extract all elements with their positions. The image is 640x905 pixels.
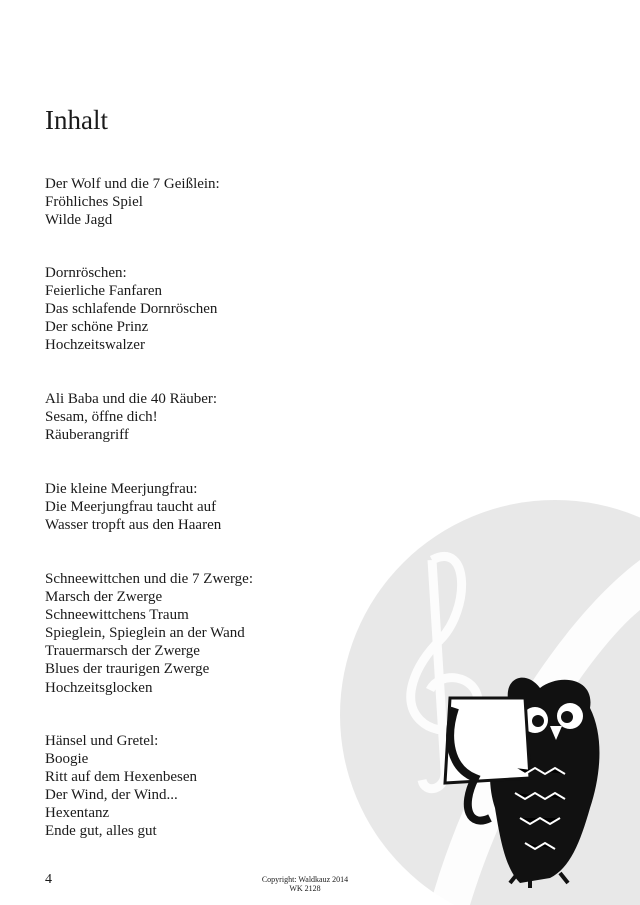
toc-item: Räuberangriff [45, 427, 129, 444]
toc-item: Hochzeitsglocken [45, 679, 153, 696]
toc-item: Blues der traurigen Zwerge [45, 661, 210, 678]
toc-item: Wasser tropft aus den Haaren [45, 517, 222, 534]
section-heading: Dornröschen: [45, 265, 127, 281]
section-heading: Der Wolf und die 7 Geißlein: [45, 176, 220, 192]
toc-item: Die Meerjungfrau taucht auf [45, 499, 217, 516]
owl-illustration [430, 668, 610, 888]
copyright-text: Copyright: Waldkauz 2014 [261, 875, 349, 884]
toc-item: Wilde Jagd [45, 212, 113, 229]
toc-item: Sesam, öffne dich! [45, 409, 158, 426]
toc-item: Boogie [45, 751, 89, 768]
section-heading: Hänsel und Gretel: [45, 733, 159, 749]
toc-item: Feierliche Fanfaren [45, 283, 163, 300]
toc-item: Hexentanz [45, 805, 110, 822]
page-title: Inhalt [45, 105, 108, 135]
toc-section [45, 390, 217, 444]
copyright-notice [240, 875, 370, 893]
toc-item: Hochzeitswalzer [45, 337, 145, 354]
toc-item: Ritt auf dem Hexenbesen [45, 769, 198, 786]
toc-item: Spieglein, Spieglein an der Wand [45, 625, 245, 642]
toc-item: Trauermarsch der Zwerge [45, 643, 200, 660]
toc-section [45, 480, 221, 534]
toc-section [45, 175, 220, 229]
toc-item: Das schlafende Dornröschen [45, 301, 218, 318]
toc-item: Schneewittchens Traum [45, 607, 189, 624]
section-heading: Schneewittchen und die 7 Zwerge: [45, 571, 253, 587]
section-heading: Ali Baba und die 40 Räuber: [45, 391, 218, 407]
toc-item: Der Wind, der Wind... [45, 787, 178, 804]
toc-item: Der schöne Prinz [45, 319, 149, 336]
toc-section [45, 732, 197, 841]
toc-item: Ende gut, alles gut [45, 823, 157, 840]
catalog-number: WK 2128 [289, 884, 321, 893]
section-heading: Die kleine Meerjungfrau: [45, 481, 198, 497]
toc-section [45, 570, 253, 697]
toc-item: Marsch der Zwerge [45, 589, 163, 606]
toc-item: Fröhliches Spiel [45, 194, 143, 211]
page-number: 4 [45, 872, 52, 887]
toc-section [45, 264, 217, 354]
